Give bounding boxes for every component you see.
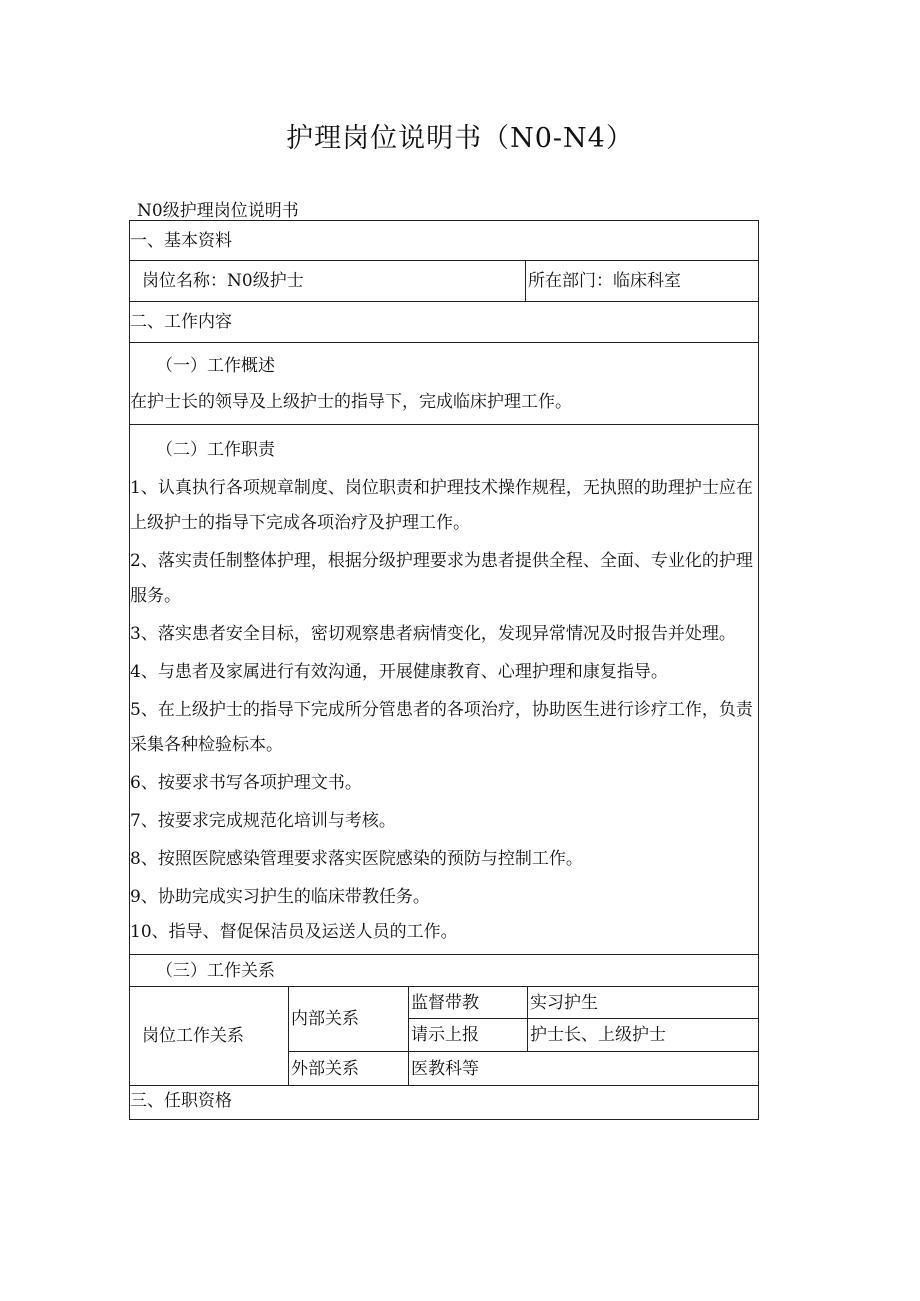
- duty-item: 5、在上级护士的指导下完成所分管患者的各项治疗，协助医生进行诊疗工作，负责采集各种检验标本。: [130, 700, 753, 755]
- relations-header-row: [130, 955, 758, 987]
- qualification-header-row: [130, 1086, 758, 1119]
- document-subtitle: N0级护理岗位说明书: [137, 201, 299, 221]
- basic-info-header: 一、基本资料: [130, 231, 232, 251]
- duty-item: 3、落实患者安全目标，密切观察患者病情变化，发现异常情况及时报告并处理。: [130, 624, 736, 644]
- report-label: 请示上报: [409, 1019, 528, 1052]
- relations-table: [130, 987, 758, 1086]
- overview-header: （一）工作概述: [156, 356, 275, 376]
- duties-block: [130, 425, 758, 955]
- duty-item: 2、落实责任制整体护理，根据分级护理要求为患者提供全程、全面、专业化的护理服务。: [130, 551, 753, 606]
- qualification-header: 三、任职资格: [130, 1091, 232, 1111]
- duty-item: 9、协助完成实习护生的临床带教任务。: [130, 887, 430, 907]
- supervise-target: 实习护生: [528, 987, 758, 1019]
- duty-item: 4、与患者及家属进行有效沟通，开展健康教育、心理护理和康复指导。: [130, 662, 668, 682]
- supervise-label: 监督带教: [409, 987, 528, 1019]
- department-cell: 所在部门：临床科室: [528, 271, 681, 291]
- duties-header: （二）工作职责: [156, 440, 275, 460]
- internal-relations-label: 内部关系: [289, 987, 409, 1052]
- relations-header: （三）工作关系: [156, 961, 275, 981]
- duty-item: 6、按要求书写各项护理文书。: [130, 773, 362, 793]
- position-row: [130, 261, 758, 302]
- work-content-header: 二、工作内容: [130, 312, 232, 332]
- external-relations-label: 外部关系: [289, 1052, 409, 1085]
- duty-item: 1、认真执行各项规章制度、岗位职责和护理技术操作规程，无执照的助理护士应在上级护士的指导下完成各项治疗及护理工作。: [130, 478, 753, 533]
- external-target: 医教科等: [411, 1058, 479, 1079]
- overview-text: 在护士长的领导及上级护士的指导下，完成临床护理工作。: [130, 392, 572, 412]
- duty-item: 8、按照医院感染管理要求落实医院感染的预防与控制工作。: [130, 849, 583, 869]
- basic-info-header-row: [130, 221, 758, 261]
- overview-block: [130, 343, 758, 425]
- report-target: 护士长、上级护士: [528, 1019, 758, 1052]
- duty-item: 10、指导、督促保洁员及运送人员的工作。: [130, 922, 458, 942]
- duty-item: 7、按要求完成规范化培训与考核。: [130, 811, 396, 831]
- position-name-cell: 岗位名称：N0级护士: [130, 261, 526, 301]
- page-title: 护理岗位说明书（N0-N4）: [286, 123, 634, 154]
- work-content-header-row: [130, 302, 758, 343]
- relations-label: 岗位工作关系: [130, 987, 289, 1085]
- job-description-table: [129, 220, 759, 1120]
